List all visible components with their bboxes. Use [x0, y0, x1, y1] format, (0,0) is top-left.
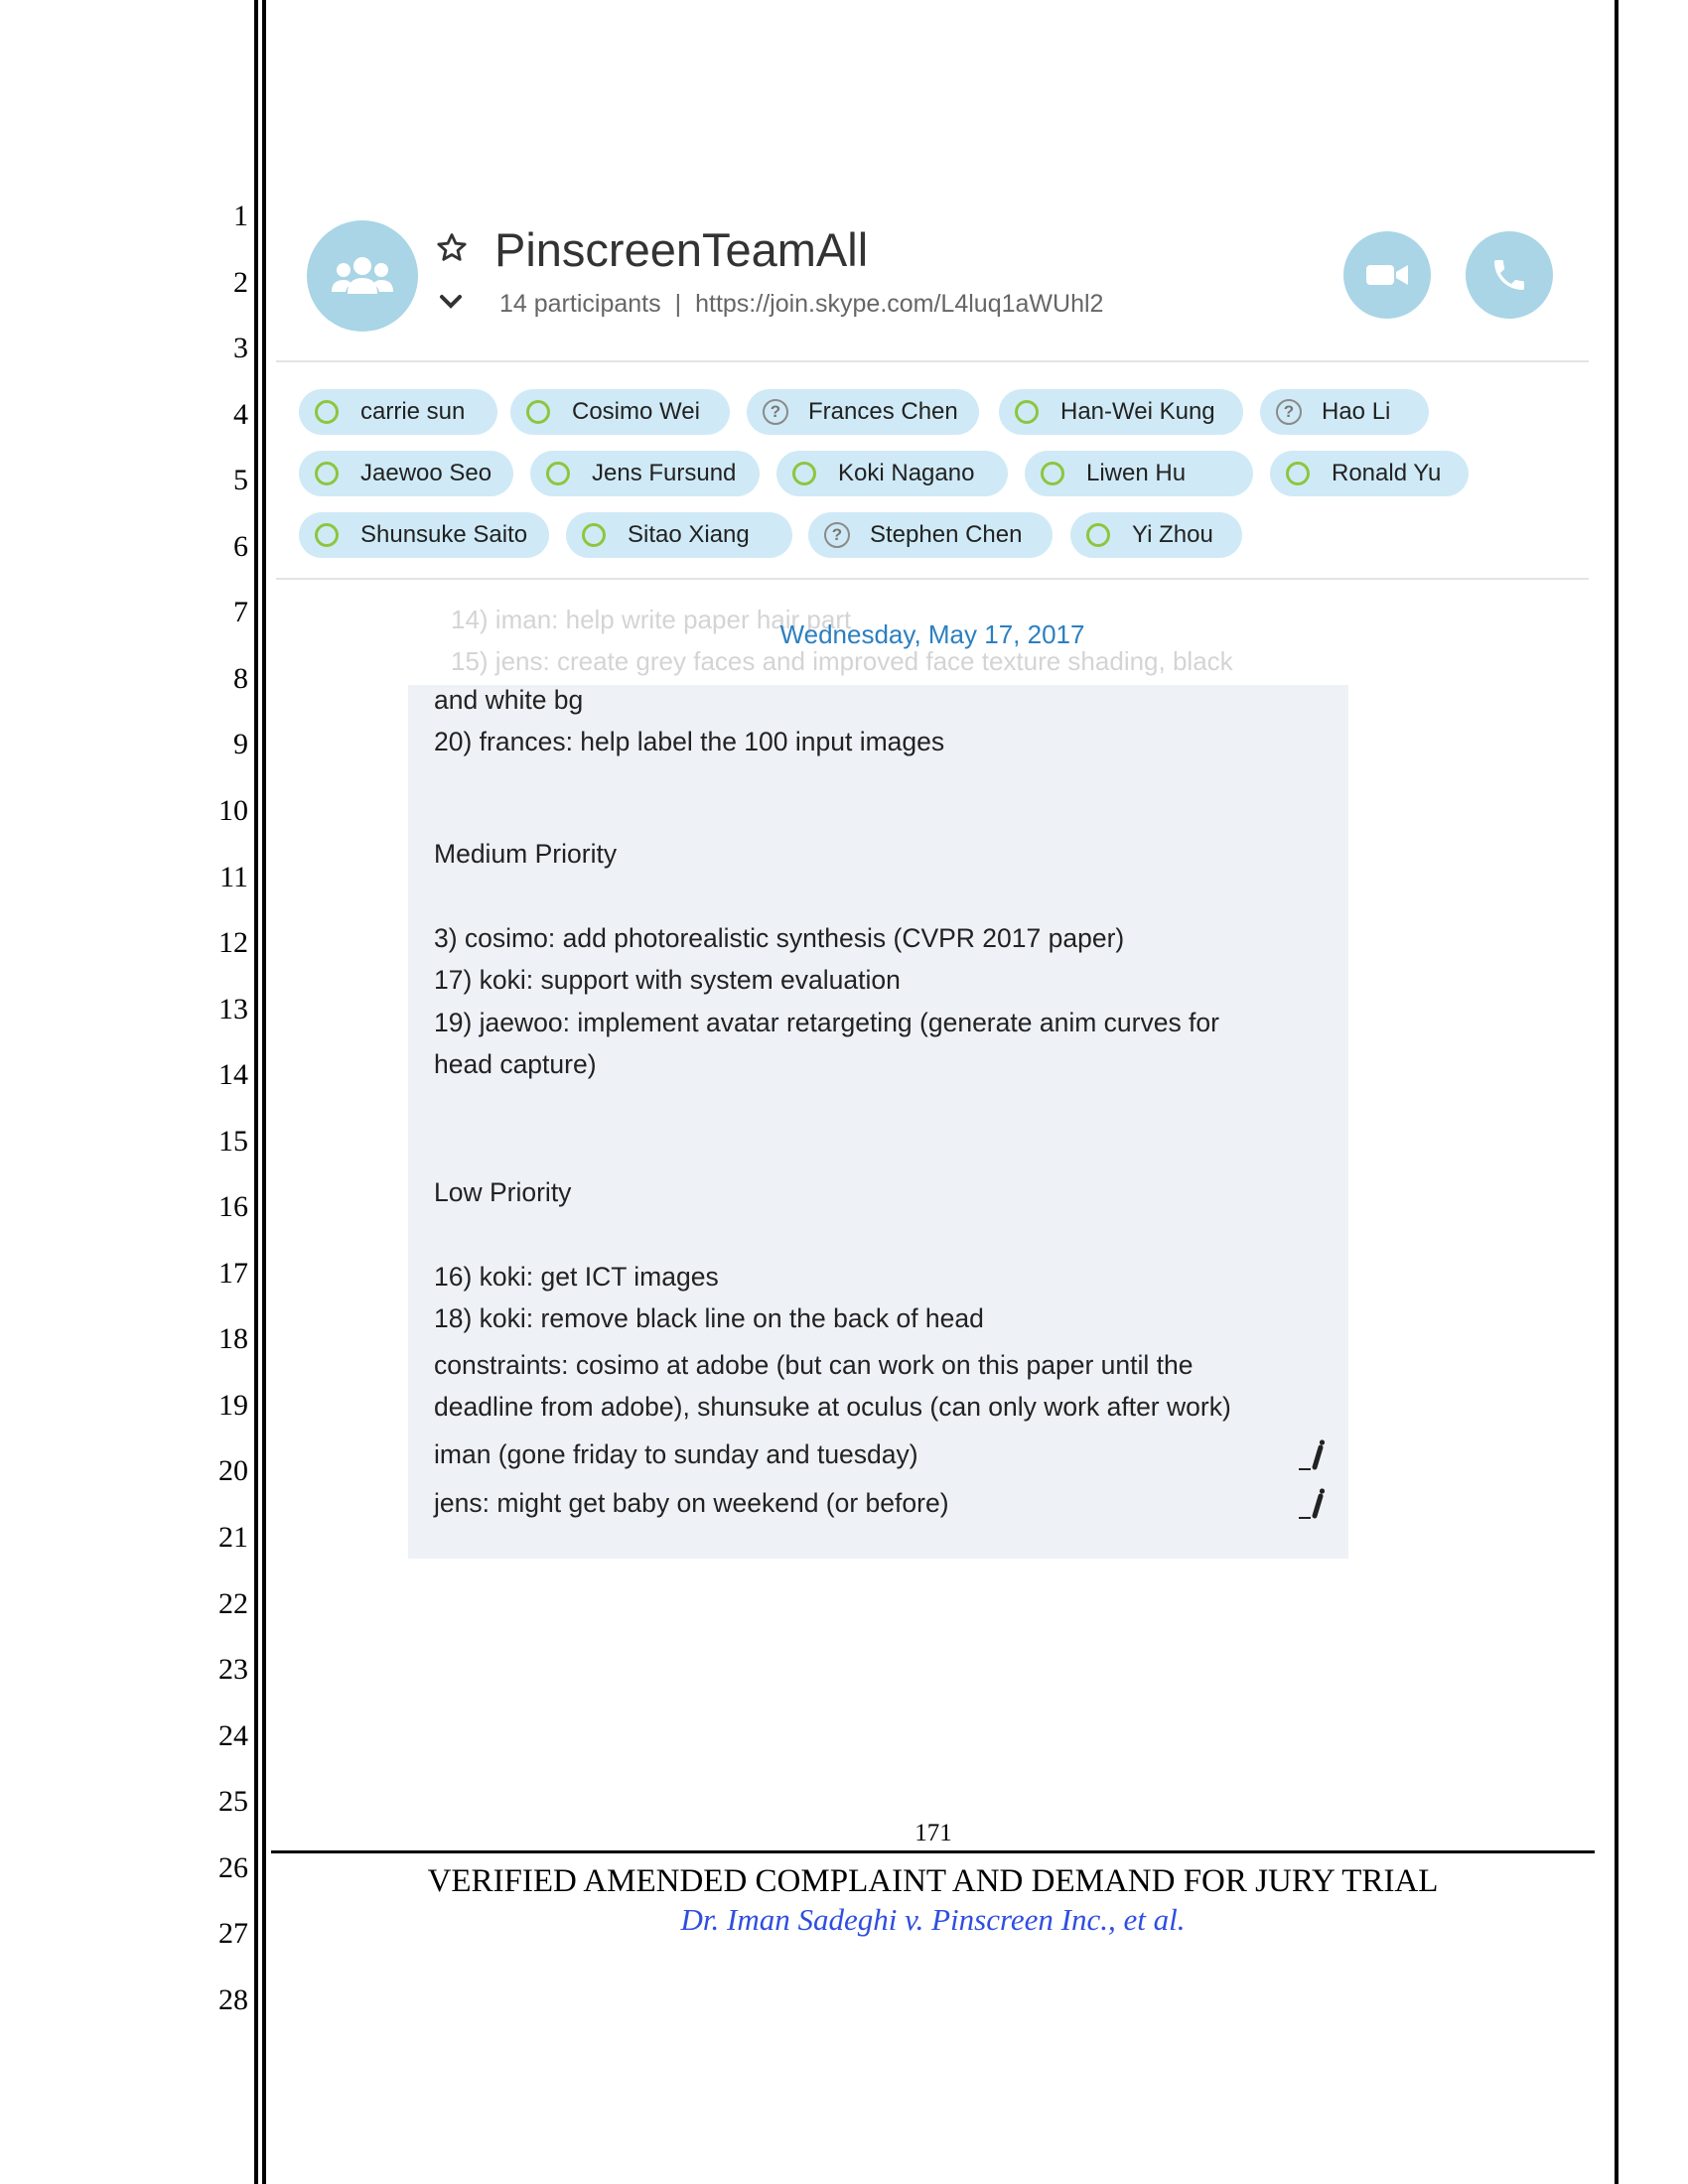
- line-number: 28: [218, 1983, 248, 2016]
- message-line: iman (gone friday to sunday and tuesday): [434, 1439, 918, 1469]
- message-line: constraints: cosimo at adobe (but can work on this paper until the: [434, 1350, 1194, 1380]
- participant-chip[interactable]: [299, 389, 497, 435]
- page-number: 171: [914, 1820, 952, 1846]
- message-line: jens: might get baby on weekend (or before): [434, 1488, 949, 1518]
- edited-pencil-icon[interactable]: [1297, 1488, 1327, 1527]
- line-number: 6: [233, 530, 248, 563]
- conversation-subtitle: [499, 290, 1103, 319]
- line-number: 4: [233, 398, 248, 431]
- header-divider: [276, 360, 1589, 362]
- line-number: 23: [218, 1653, 248, 1686]
- line-number: 13: [218, 993, 248, 1025]
- participant-name: Sitao Xiang: [628, 521, 750, 548]
- line-number: 12: [218, 926, 248, 959]
- participant-chip[interactable]: [1025, 451, 1253, 496]
- section-heading-low: Low Priority: [434, 1177, 572, 1207]
- faded-line: 14) iman: help write paper hair part: [451, 605, 852, 634]
- line-number: 27: [218, 1917, 248, 1950]
- presence-online-icon: [315, 462, 339, 485]
- date-divider: Wednesday, May 17, 2017: [779, 619, 1085, 649]
- group-people-icon: [330, 254, 395, 298]
- faded-line: 15) jens: create grey faces and improved face texture shading, black: [451, 646, 1233, 676]
- participant-chip[interactable]: [1260, 389, 1429, 435]
- phone-icon: [1489, 255, 1529, 295]
- participant-name: Koki Nagano: [838, 460, 975, 486]
- line-number: 16: [218, 1190, 248, 1223]
- line-number: 8: [233, 662, 248, 695]
- presence-online-icon: [546, 462, 570, 485]
- subtitle-separator: |: [674, 290, 682, 318]
- message-bubble[interactable]: [408, 685, 1348, 1559]
- left-margin-rule-outer: [254, 0, 258, 2184]
- message-line: 18) koki: remove black line on the back of head: [434, 1303, 984, 1333]
- participant-chip[interactable]: [299, 512, 549, 558]
- video-camera-icon: [1364, 261, 1410, 289]
- line-number: 22: [218, 1587, 248, 1620]
- participants-divider: [276, 578, 1589, 580]
- participant-name: Jens Fursund: [592, 460, 737, 486]
- participant-chip[interactable]: [1270, 451, 1469, 496]
- line-number: 24: [218, 1719, 248, 1752]
- participant-name: Cosimo Wei: [572, 398, 700, 425]
- participant-chip[interactable]: [999, 389, 1243, 435]
- participant-count[interactable]: 14 participants: [499, 290, 661, 318]
- chevron-down-icon[interactable]: [439, 294, 463, 315]
- presence-online-icon: [526, 400, 550, 424]
- conversation-title: PinscreenTeamAll: [494, 223, 869, 276]
- participant-name: Stephen Chen: [870, 521, 1023, 548]
- line-number: 25: [218, 1785, 248, 1818]
- line-number: 14: [218, 1058, 248, 1091]
- message-line: and white bg: [434, 685, 584, 715]
- line-number: 21: [218, 1521, 248, 1554]
- message-line: 17) koki: support with system evaluation: [434, 965, 901, 995]
- edited-pencil-icon[interactable]: [1297, 1439, 1327, 1478]
- left-margin-rule-inner: [262, 0, 266, 2184]
- participant-chip[interactable]: [566, 512, 792, 558]
- line-number: 9: [233, 728, 248, 760]
- presence-online-icon: [315, 523, 339, 547]
- participant-name: Hao Li: [1322, 398, 1391, 425]
- line-number: 3: [233, 332, 248, 364]
- favorite-star-icon[interactable]: [435, 231, 469, 270]
- document-title: VERIFIED AMENDED COMPLAINT AND DEMAND FOR JURY TRIAL: [427, 1863, 1439, 1899]
- case-caption: Dr. Iman Sadeghi v. Pinscreen Inc., et al.: [680, 1902, 1186, 1937]
- line-number: 19: [218, 1389, 248, 1422]
- participant-name: Ronald Yu: [1332, 460, 1442, 486]
- participant-chip[interactable]: [299, 451, 513, 496]
- presence-unknown-icon: ?: [824, 522, 850, 548]
- section-heading-medium: Medium Priority: [434, 839, 618, 869]
- message-line: 20) frances: help label the 100 input images: [434, 727, 945, 756]
- presence-online-icon: [1286, 462, 1310, 485]
- participant-name: Jaewoo Seo: [360, 460, 492, 486]
- right-margin-rule: [1615, 0, 1618, 2184]
- presence-online-icon: [1086, 523, 1110, 547]
- presence-online-icon: [792, 462, 816, 485]
- presence-online-icon: [582, 523, 606, 547]
- message-line: 3) cosimo: add photorealistic synthesis (CVPR 2017 paper): [434, 923, 1125, 953]
- line-number: 7: [233, 596, 248, 628]
- line-number: 11: [219, 861, 248, 893]
- presence-unknown-icon: ?: [1276, 399, 1302, 425]
- participant-name: Han-Wei Kung: [1060, 398, 1215, 425]
- message-line: 19) jaewoo: implement avatar retargeting (generate anim curves for: [434, 1008, 1219, 1037]
- participant-chip[interactable]: [530, 451, 760, 496]
- video-call-button[interactable]: [1343, 231, 1431, 319]
- message-line: head capture): [434, 1049, 597, 1079]
- line-number: 15: [218, 1125, 248, 1158]
- presence-online-icon: [1041, 462, 1064, 485]
- group-avatar[interactable]: [307, 220, 418, 332]
- footer-rule: [271, 1850, 1595, 1853]
- participant-name: Yi Zhou: [1132, 521, 1213, 548]
- presence-unknown-icon: ?: [763, 399, 788, 425]
- line-number: 26: [218, 1851, 248, 1884]
- line-number: 2: [233, 266, 248, 299]
- line-number: 10: [218, 794, 248, 827]
- participant-name: Shunsuke Saito: [360, 521, 528, 548]
- participant-name: carrie sun: [360, 398, 466, 425]
- participant-name: Liwen Hu: [1086, 460, 1187, 486]
- line-number: 18: [218, 1322, 248, 1355]
- presence-online-icon: [315, 400, 339, 424]
- participant-chip[interactable]: [1070, 512, 1242, 558]
- line-number: 17: [218, 1257, 248, 1290]
- participant-chip[interactable]: [510, 389, 730, 435]
- participant-chip[interactable]: [808, 512, 1053, 558]
- presence-online-icon: [1015, 400, 1039, 424]
- participant-chip[interactable]: [747, 389, 979, 435]
- line-number: 1: [233, 200, 248, 232]
- message-line: deadline from adobe), shunsuke at oculus (can only work after work): [434, 1392, 1231, 1422]
- message-line: 16) koki: get ICT images: [434, 1262, 719, 1292]
- participant-chip[interactable]: [776, 451, 1008, 496]
- skype-conversation: [276, 199, 1589, 1564]
- join-link[interactable]: https://join.skype.com/L4luq1aWUhl2: [695, 290, 1104, 318]
- line-number: 20: [218, 1454, 248, 1487]
- line-number: 5: [233, 464, 248, 496]
- participant-name: Frances Chen: [808, 398, 958, 425]
- audio-call-button[interactable]: [1466, 231, 1553, 319]
